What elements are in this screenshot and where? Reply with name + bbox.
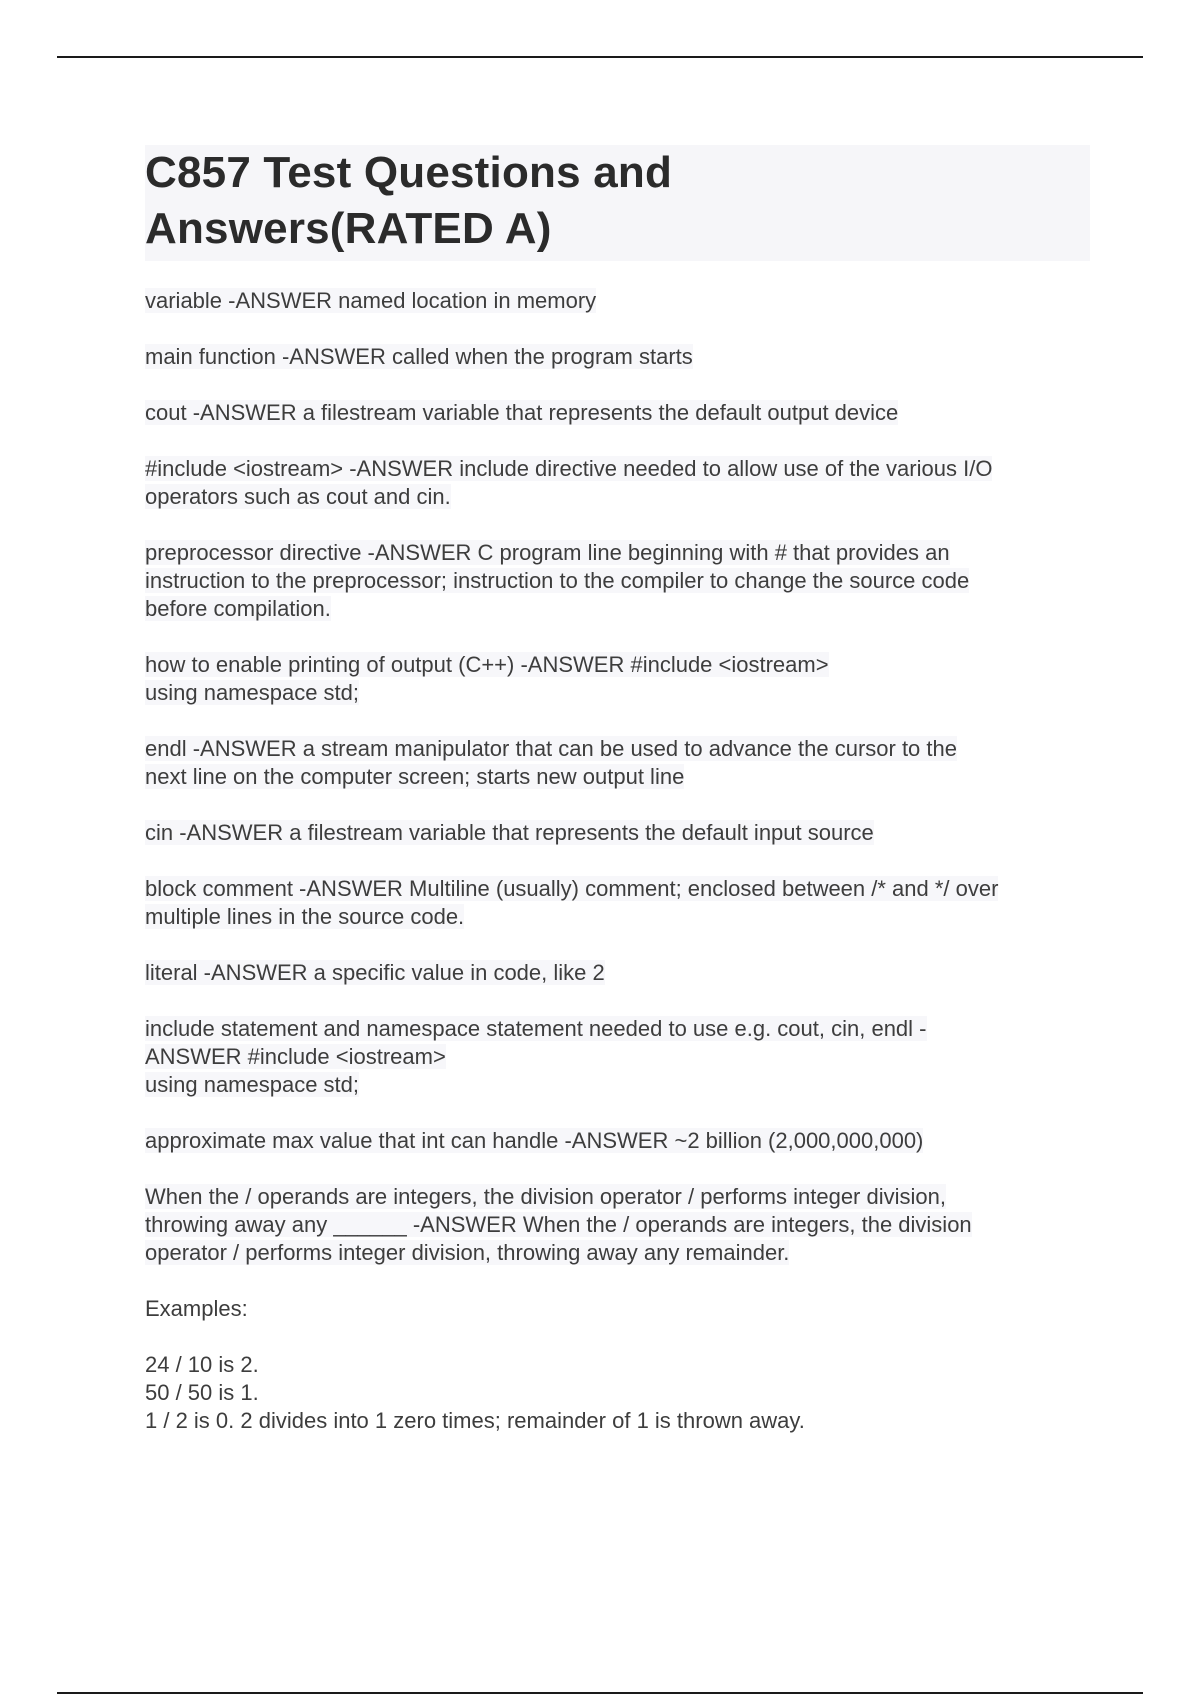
qa-item (145, 819, 1090, 847)
qa-text: cin -ANSWER a filestream variable that represents the default input source (145, 820, 874, 845)
page-title (145, 145, 1090, 257)
qa-item (145, 1015, 1090, 1099)
qa-item (145, 1127, 1090, 1155)
qa-text: variable -ANSWER named location in memory (145, 288, 597, 313)
qa-item (145, 735, 1090, 791)
qa-item (145, 651, 1090, 707)
title-line-2: Answers(RATED A) (145, 204, 552, 253)
qa-item (145, 875, 1090, 931)
example-line: 1 / 2 is 0. 2 divides into 1 zero times; remainder of 1 is thrown away. (145, 1408, 805, 1433)
qa-item (145, 455, 1090, 511)
bottom-divider (57, 1692, 1143, 1694)
title-line-1: C857 Test Questions and (145, 148, 673, 197)
examples-label-text: Examples: (145, 1296, 248, 1321)
qa-text: approximate max value that int can handle -ANSWER ~2 billion (2,000,000,000) (145, 1128, 924, 1153)
examples-label (145, 1295, 1090, 1323)
example-line: 50 / 50 is 1. (145, 1380, 259, 1405)
document-body (145, 145, 1090, 1463)
qa-item (145, 287, 1090, 315)
qa-text: preprocessor directive -ANSWER C program line beginning with # that provides an instruction to the preprocessor; instruction to the compiler to change the source code before compilation. (145, 540, 970, 621)
qa-text: #include <iostream> -ANSWER include directive needed to allow use of the various I/O operators such as cout and cin. (145, 456, 993, 509)
examples-list (145, 1351, 1090, 1435)
qa-text: how to enable printing of output (C++) -ANSWER #include <iostream> using namespace std; (145, 652, 829, 705)
example-line: 24 / 10 is 2. (145, 1352, 259, 1377)
qa-item (145, 959, 1090, 987)
qa-text: When the / operands are integers, the division operator / performs integer division, throwing away any ______ -ANSWER When the / operands are integers, the division operator / performs integer division, throwing away any remainder. (145, 1184, 972, 1265)
qa-text: main function -ANSWER called when the program starts (145, 344, 693, 369)
qa-text: include statement and namespace statement needed to use e.g. cout, cin, endl - ANSWER #include <iostream> using namespace std; (145, 1016, 927, 1097)
qa-text: endl -ANSWER a stream manipulator that can be used to advance the cursor to the next line on the computer screen; starts new output line (145, 736, 957, 789)
qa-item (145, 539, 1090, 623)
qa-text: cout -ANSWER a filestream variable that represents the default output device (145, 400, 899, 425)
qa-item (145, 1183, 1090, 1267)
qa-text: block comment -ANSWER Multiline (usually) comment; enclosed between /* and */ over multiple lines in the source code. (145, 876, 999, 929)
top-divider (57, 56, 1143, 58)
qa-item (145, 399, 1090, 427)
qa-item (145, 343, 1090, 371)
qa-text: literal -ANSWER a specific value in code, like 2 (145, 960, 605, 985)
title-block (145, 145, 1090, 261)
